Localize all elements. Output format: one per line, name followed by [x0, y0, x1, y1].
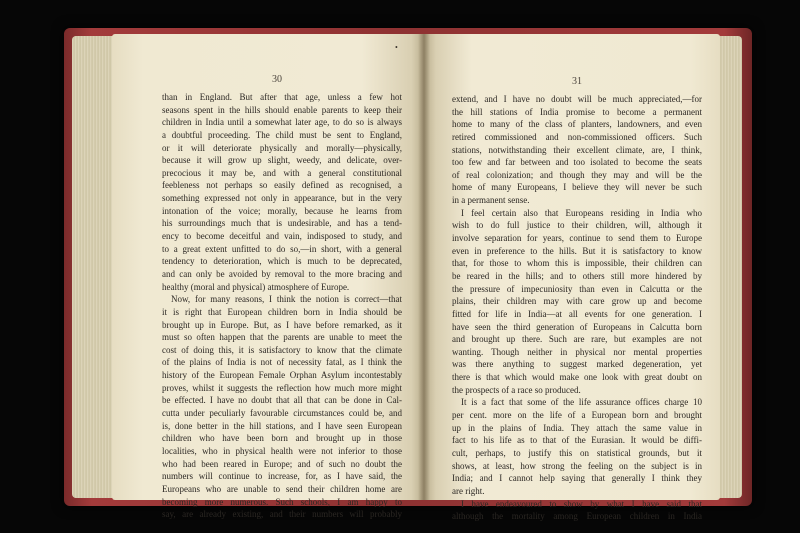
- right-page: [424, 34, 720, 522]
- text-line: plains, their children may with care grow up and become: [452, 296, 702, 307]
- text-line: than in England. But after that age, unless a few hot: [162, 92, 402, 102]
- text-line: wish to do full justice to their children, will, although it: [452, 220, 702, 231]
- text-line: children in India until a somewhat later age, to do so is always: [162, 117, 402, 128]
- text-line: Now, for many reasons, I think the notion is correct—that: [171, 294, 402, 305]
- text-line: a doubtful proceeding. The child must be sent to England,: [162, 129, 402, 140]
- text-line: and can only be avoided by removal to the more bracing and: [162, 268, 402, 279]
- text-line: shows, at least, how strong the feeling on the subject is in: [452, 460, 702, 471]
- text-line: fact to his life as to that of the Eurasian. It would be diffi-: [452, 435, 702, 446]
- text-line: becoming more numerous. Such schools, I am happy to: [162, 496, 402, 507]
- text-line: I feel certain also that Europeans residing in India who: [461, 207, 702, 218]
- text-line: the hill stations of India promise to become a permanent: [452, 106, 702, 117]
- text-line: too few and far between and too isolated to become the seats: [452, 157, 702, 168]
- text-line: to a great extent unfitted to do so,—in short, with a general: [162, 243, 402, 254]
- text-line: be effected. I have no doubt that all that can be done in Cal-: [162, 395, 402, 406]
- text-line: retired commissioned and non-commissioned officers. Such: [452, 131, 702, 142]
- text-line: It is a fact that some of the life assurance offices charge 10: [461, 397, 702, 408]
- text-line: and brought up there. Such are rare, but examples are not: [452, 334, 702, 345]
- text-line: cost of doing this, it is satisfactory to know that the climate: [162, 344, 402, 355]
- text-line: proves, whilst it suggests the reflection how much more might: [162, 382, 402, 393]
- text-line: because it will grow up slight, weedy, and delicate, over-: [162, 155, 402, 166]
- text-line: of real colonization; and though they may and will be the: [452, 169, 702, 180]
- text-line: precocious it may be, and with a general constitutional: [162, 167, 402, 178]
- text-line: numbers will continue to increase, for, as I have said, the: [162, 471, 402, 482]
- text-line: or it will deteriorate physically and morally—physically,: [162, 142, 402, 153]
- text-line: it is right that European children born in India should be: [162, 306, 402, 317]
- text-line: that, for those to whom this is impossible, their children can: [452, 258, 702, 269]
- text-line: I have endeavoured to show by what I have said that: [461, 498, 702, 509]
- text-line: who had been reared in Europe; and of such no doubt the: [162, 458, 402, 469]
- text-line: although the mortality among European children in India: [452, 511, 702, 522]
- text-line: of the plains of India is not of necessity fatal, as I think the: [162, 357, 402, 368]
- text-line: feebleness not perhaps so easily defined as recognised, a: [162, 180, 402, 191]
- ink-mark: •: [395, 43, 398, 52]
- text-line: was there anything to suggest marked degeneration, yet: [452, 359, 702, 370]
- text-line: brought up in Europe. But, as I have before remarked, as it: [162, 319, 402, 330]
- book-gutter: [418, 34, 430, 500]
- text-line: say, are already existing, and their numbers will probably: [162, 509, 402, 520]
- text-line: stations, notwithstanding their excellent climate, are, I think,: [452, 144, 702, 155]
- text-line: wanting. Though neither in physical nor mental properties: [452, 346, 702, 357]
- text-line: is, done better in the hill stations, and I have seen European: [162, 420, 402, 431]
- text-line: seasons spent in the hills should enable parents to keep their: [162, 104, 402, 115]
- text-line: involve separation for years, continue to send them to Europe: [452, 233, 702, 244]
- text-line: home of many Europeans, I believe they will never be such: [452, 182, 702, 193]
- text-line: must so often happen that the parents are unable to meet the: [162, 332, 402, 343]
- text-line: cult, perhaps, to justify this on statistical grounds, but it: [452, 447, 702, 458]
- page-number-right: 31: [572, 76, 582, 87]
- text-line: there is that which would make one look with great doubt on: [452, 372, 702, 383]
- text-line: ency to become deceitful and vain, indisposed to study, and: [162, 231, 402, 242]
- text-line: have seen the third generation of Europeans in Calcutta born: [452, 321, 702, 332]
- left-page-text: [162, 91, 402, 521]
- text-line: per cent. more on the life of a European born and brought: [452, 410, 702, 421]
- text-line: something expressed not only in appearance, but in the very: [162, 193, 402, 204]
- right-page-text: [452, 93, 702, 523]
- text-line: home to many of the class of planters, landowners, and even: [452, 119, 702, 130]
- text-line: extend, and I have no doubt will be much appreciated,—for: [452, 94, 702, 104]
- text-line: be reared in the hills; and to others still more hindered by: [452, 270, 702, 281]
- text-line: the prospects of a race so produced.: [452, 384, 581, 395]
- text-line: up in the plains of India. They attach the same value in: [452, 422, 702, 433]
- text-line: cutta under peculiarly favourable circumstances could be, and: [162, 408, 402, 419]
- text-line: are right.: [452, 485, 485, 496]
- text-line: Europeans who are unable to send their children home are: [162, 483, 402, 494]
- text-line: tendency to deterioration, which is much to be deprecated,: [162, 256, 402, 267]
- text-line: the pressure of impecuniosity than even in Calcutta or the: [452, 283, 702, 294]
- text-line: history of the European Female Orphan Asylum incontestably: [162, 370, 402, 381]
- text-line: in a permanent sense.: [452, 195, 530, 206]
- text-line: localities, who in physical health were not inferior to those: [162, 445, 402, 456]
- page-number-left: 30: [272, 74, 282, 85]
- text-line: intonation of the voice; morally, because he learns from: [162, 205, 402, 216]
- text-line: fitted for life in India—at all events for one generation. I: [452, 308, 702, 319]
- text-line: his surroundings much that is undesirable, and has a tend-: [162, 218, 402, 229]
- text-line: even in preference to the hills. But it is satisfactory to know: [452, 245, 702, 256]
- text-line: India; and I cannot help saying that generally I think they: [452, 473, 702, 484]
- text-line: healthy (moral and physical) atmosphere of Europe.: [162, 281, 350, 292]
- text-line: children who have been born and brought up in those: [162, 433, 402, 444]
- left-page: [112, 34, 424, 520]
